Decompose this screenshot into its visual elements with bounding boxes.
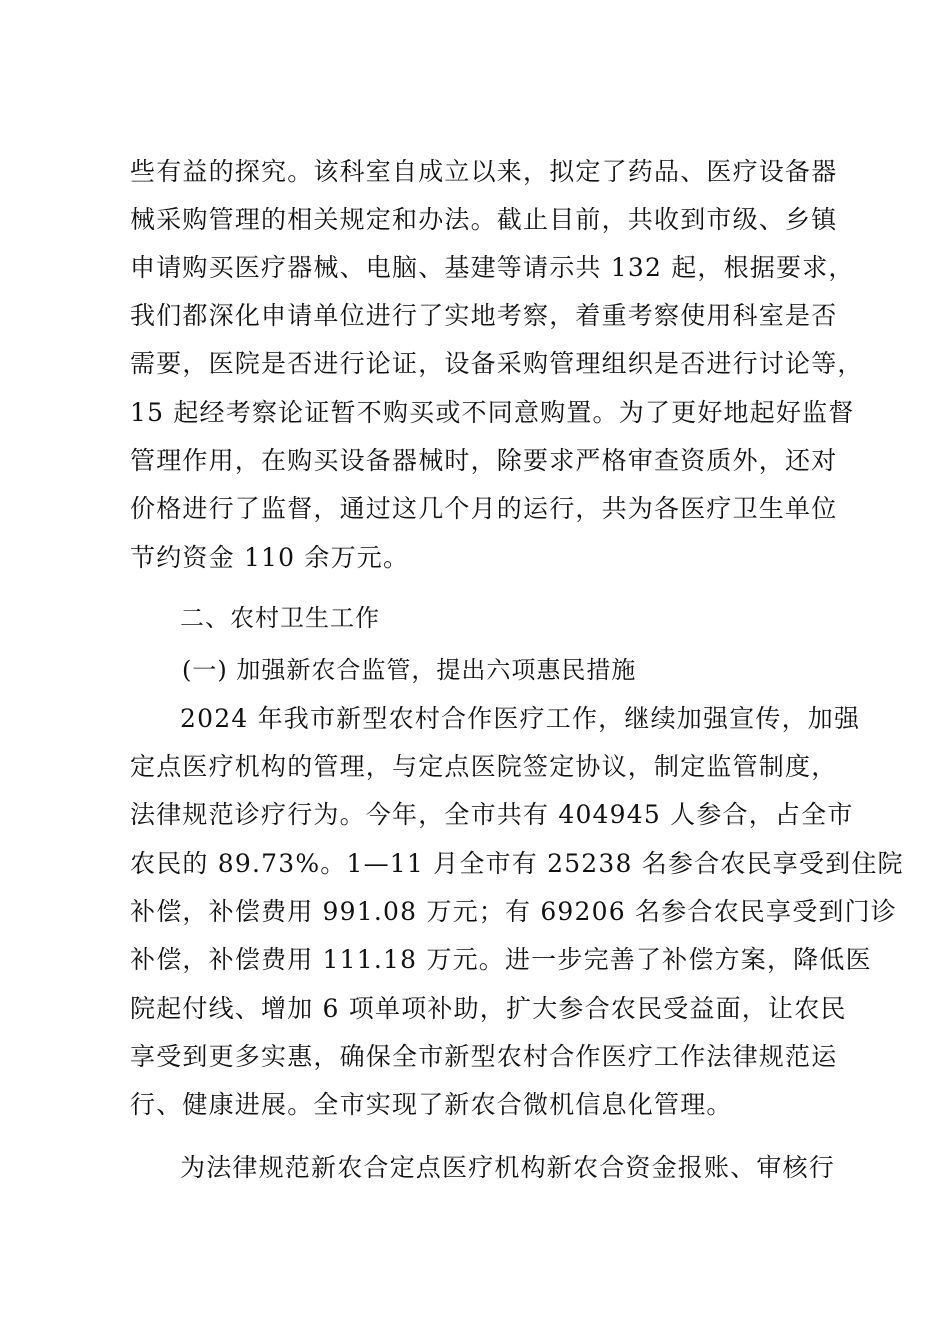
paragraph-2-line: 补偿，补偿费用 991.08 万元；有 69206 名参合农民享受到门诊 <box>130 897 897 926</box>
paragraph-2-line: 院起付线、增加 6 项单项补助，扩大参合农民受益面，让农民 <box>130 994 847 1023</box>
paragraph-2-line: 农民的 89.73%。1—11 月全市有 25238 名参合农民享受到住院 <box>130 849 904 878</box>
paragraph-1-line: 需要，医院是否进行论证，设备采购管理组织是否进行讨论等， <box>130 349 864 378</box>
paragraph-1-line: 械采购管理的相关规定和办法。截止目前，共收到市级、乡镇 <box>130 205 838 234</box>
paragraph-2-line: 补偿，补偿费用 111.18 万元。进一步完善了补偿方案，降低医 <box>130 945 872 974</box>
paragraph-1-line: 节约资金 110 余万元。 <box>130 543 410 572</box>
paragraph-1-line: 15 起经考察论证暂不购买或不同意购置。为了更好地起好监督 <box>130 398 855 427</box>
section-heading: 二、农村卫生工作 <box>180 604 380 632</box>
paragraph-2-line: 法律规范诊疗行为。今年，全市共有 404945 人参合，占全市 <box>130 800 854 829</box>
paragraph-1-line: 申请购买医疗器械、电脑、基建等请示共 132 起，根据要求， <box>130 253 855 282</box>
paragraph-1-line: 我们都深化申请单位进行了实地考察，着重考察使用科室是否 <box>130 301 838 330</box>
paragraph-2-line: 2024 年我市新型农村合作医疗工作，继续加强宣传，加强 <box>180 704 861 733</box>
paragraph-2-line: 享受到更多实惠，确保全市新型农村合作医疗工作法律规范运 <box>130 1042 838 1071</box>
paragraph-2-line: 定点医疗机构的管理，与定点医院签定协议，制定监管制度， <box>130 752 838 781</box>
paragraph-1-line: 些有益的探究。该科室自成立以来，拟定了药品、医疗设备器 <box>130 157 838 186</box>
subsection-heading: (一) 加强新农合监管，提出六项惠民措施 <box>182 656 637 684</box>
paragraph-2-line: 行、健康进展。全市实现了新农合微机信息化管理。 <box>130 1090 733 1119</box>
paragraph-3-line: 为法律规范新农合定点医疗机构新农合资金报账、审核行 <box>180 1153 836 1182</box>
paragraph-1-line: 管理作用，在购买设备器械时，除要求严格审查资质外，还对 <box>130 446 838 475</box>
paragraph-1-line: 价格进行了监督，通过这几个月的运行，共为各医疗卫生单位 <box>130 494 838 523</box>
